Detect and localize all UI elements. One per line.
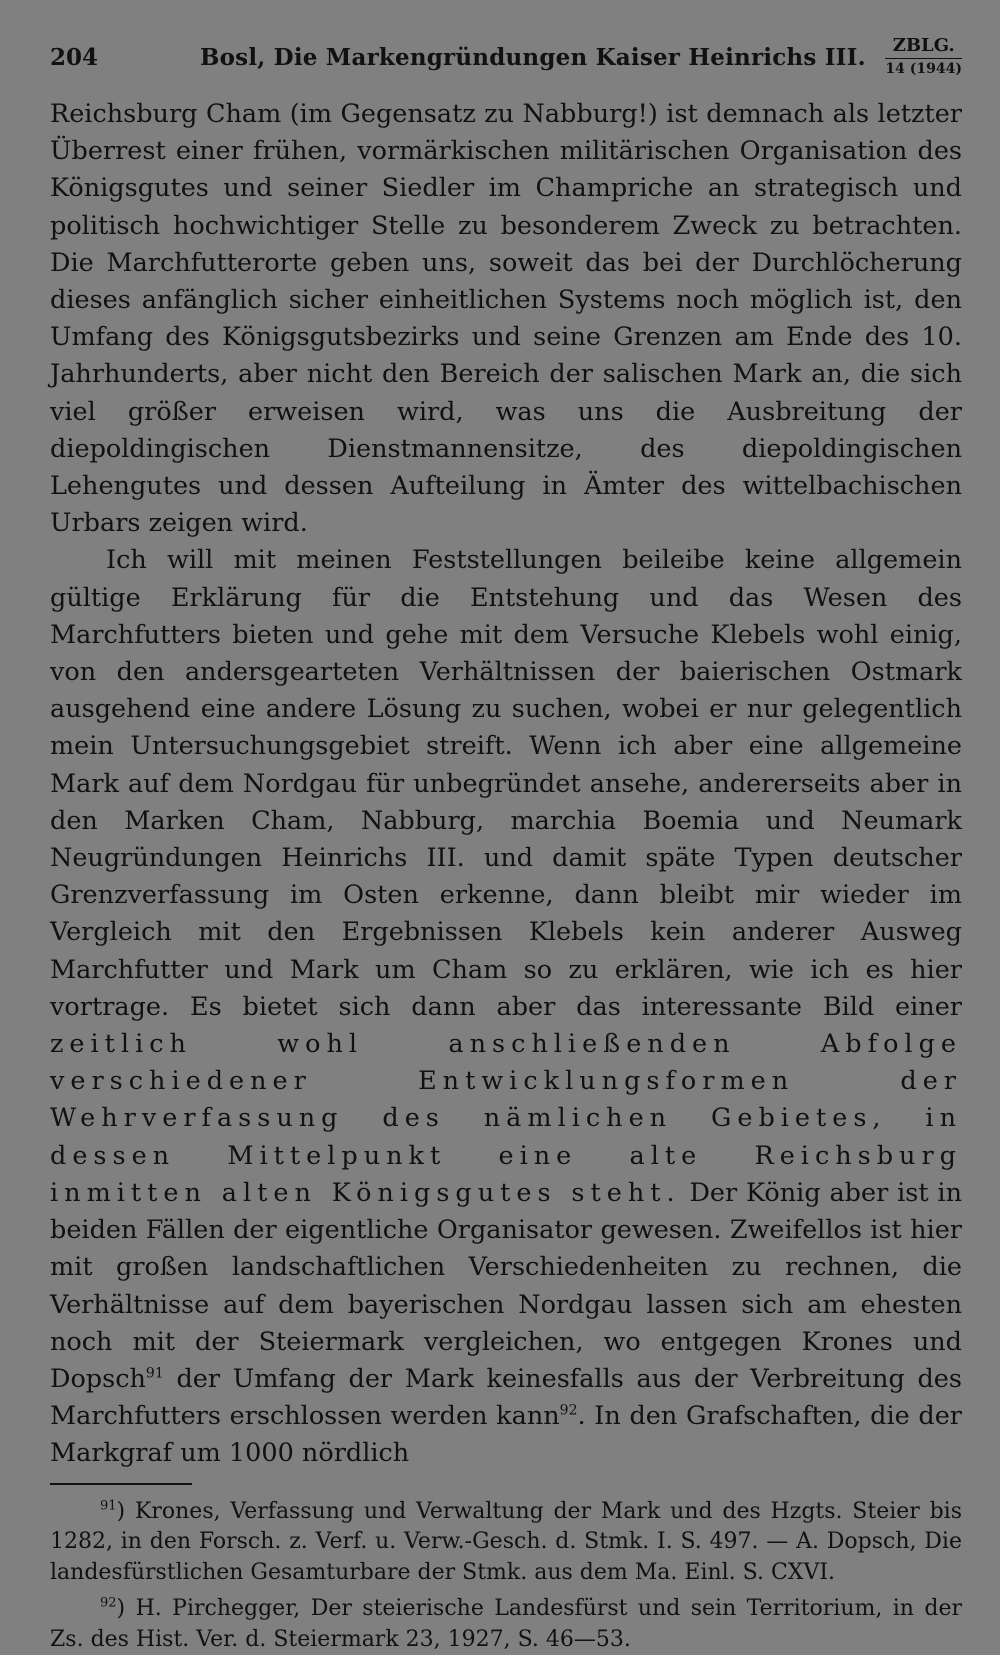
journal-volume: 14 (1944) [885,60,962,77]
paragraph-2-part-a: Ich will mit meinen Feststellungen beileibe keine allgemein gültige Erklärung für die Entstehung und das Wesen des Marchfutters bieten und gehe mit dem Versuche Klebels wohl einig, von den andersgearteten Verhältnissen der baierischen Ostmark ausgehend eine andere Lösung zu suchen, wobei er nur gelegentlich mein Untersuchungsgebiet streift. Wenn ich aber eine allgemeine Mark auf dem Nordgau für unbegründet ansehe, andererseits aber in den Marken Cham, Nabburg, marchia Boemia und Neumark Neugründungen Heinrichs III. und damit späte Typen deutscher Grenzverfassung im Osten erkenne, dann bleibt mir wieder im Vergleich mit den Ergebnissen Klebels kein anderer Ausweg Marchfutter und Mark um Cham so zu erklären, wie ich es hier vortrage. Es bietet sich dann aber das interessante Bild einer [50,545,962,1022]
page-number: 204 [50,44,99,71]
footnote-ref-91[interactable]: 91 [145,1365,164,1382]
paragraph-2-part-d: . In den Grafschaften, die der Markgraf um 1000 nördlich [50,1401,962,1469]
running-title: Bosl, Die Markengründungen Kaiser Heinrichs III. [200,44,866,71]
footnote-number: 91 [100,1498,117,1514]
footnote-number: 92 [100,1595,117,1611]
paragraph-2 [50,542,962,1472]
footnote-text: Krones, Verfassung und Verwaltung der Mark und des Hzgts. Steier bis 1282, in den Forsch. z. Verf. u. Verw.-Gesch. d. Stmk. I. S. 497. — A. Dopsch, Die landesfürstlichen Gesamturbare der Stmk. aus dem Ma. Einl. S. CXVI. [50,1498,963,1585]
footnote-text: H. Pirchegger, Der steierische Landesfürst und sein Territorium, in der Zs. des Hist. Ver. d. Steiermark 23, 1927, S. 46—53. [50,1596,963,1652]
main-text [50,96,962,1473]
paragraph-2-part-b: Der König aber ist in beiden Fällen der eigentliche Organisator gewesen. Zweifellos ist hier mit großen landschaftlichen Verschiedenheiten zu rechnen, die Verhältnisse auf dem bayerischen Nordgau lassen sich am ehesten noch mit der Steiermark vergleichen, wo entgegen Krones und Dopsch [50,1177,963,1394]
footnote-92: $^{92}$) H. Pirchegger, Der steierische Landesfürst und sein Territorium, in der Zs. des Hist. Ver. d. Steiermark 23, 1927, S. 46—53. [50,1595,963,1652]
journal-abbreviation: ZBLG. [885,36,962,59]
paragraph-1: Reichsburg Cham (im Gegensatz zu Nabburg!) ist demnach als letzter Überrest einer frühen, vormärkischen militärischen Organisation des Königsgutes und seiner Siedler im Champriche an strategisch und politisch hochwichtiger Stelle zu besonderem Zweck zu betrachten. Die Marchfutterorte geben uns, soweit das bei der Durchlöcherung dieses anfänglich sicher einheitlichen Systems noch möglich ist, den Umfang des Königsgutsbezirks und seine Grenzen am Ende des 10. Jahrhunderts, aber nicht den Bereich der salischen Mark an, die sich viel größer erweisen wird, was uns die Ausbreitung der diepoldingischen Dienstmannensitze, des diepoldingischen Lehengutes und dessen Aufteilung in Ämter des wittelbachischen Urbars zeigen wird. [50,99,962,539]
journal-reference [885,36,962,77]
book-page [50,35,963,1652]
page-header [50,36,962,84]
footnotes [50,1497,962,1655]
paragraph-2-part-c: der Umfang der Mark keinesfalls aus der Verbreitung des Marchfutters erschlossen werden kann [50,1363,962,1432]
footnote-ref-92[interactable]: 92 [559,1402,578,1419]
footnote-91: $^{91}$) Krones, Verfassung und Verwaltung der Mark und des Hzgts. Steier bis 1282, in den Forsch. z. Verf. u. Verw.-Gesch. d. Stmk. I. S. 497. — A. Dopsch, Die landesfürstlichen Gesamturbare der Stmk. aus dem Ma. Einl. S. CXVI. [50,1498,963,1585]
spaced-emphasis: zeitlich wohl anschließenden Abfolge verschiedener Entwicklungsformen der Wehrverfassung des nämlichen Gebietes, in dessen Mittelpunkt eine alte Reichsburg inmitten alten Königsgutes steht. [50,1029,962,1208]
footnote-divider [50,1483,192,1485]
